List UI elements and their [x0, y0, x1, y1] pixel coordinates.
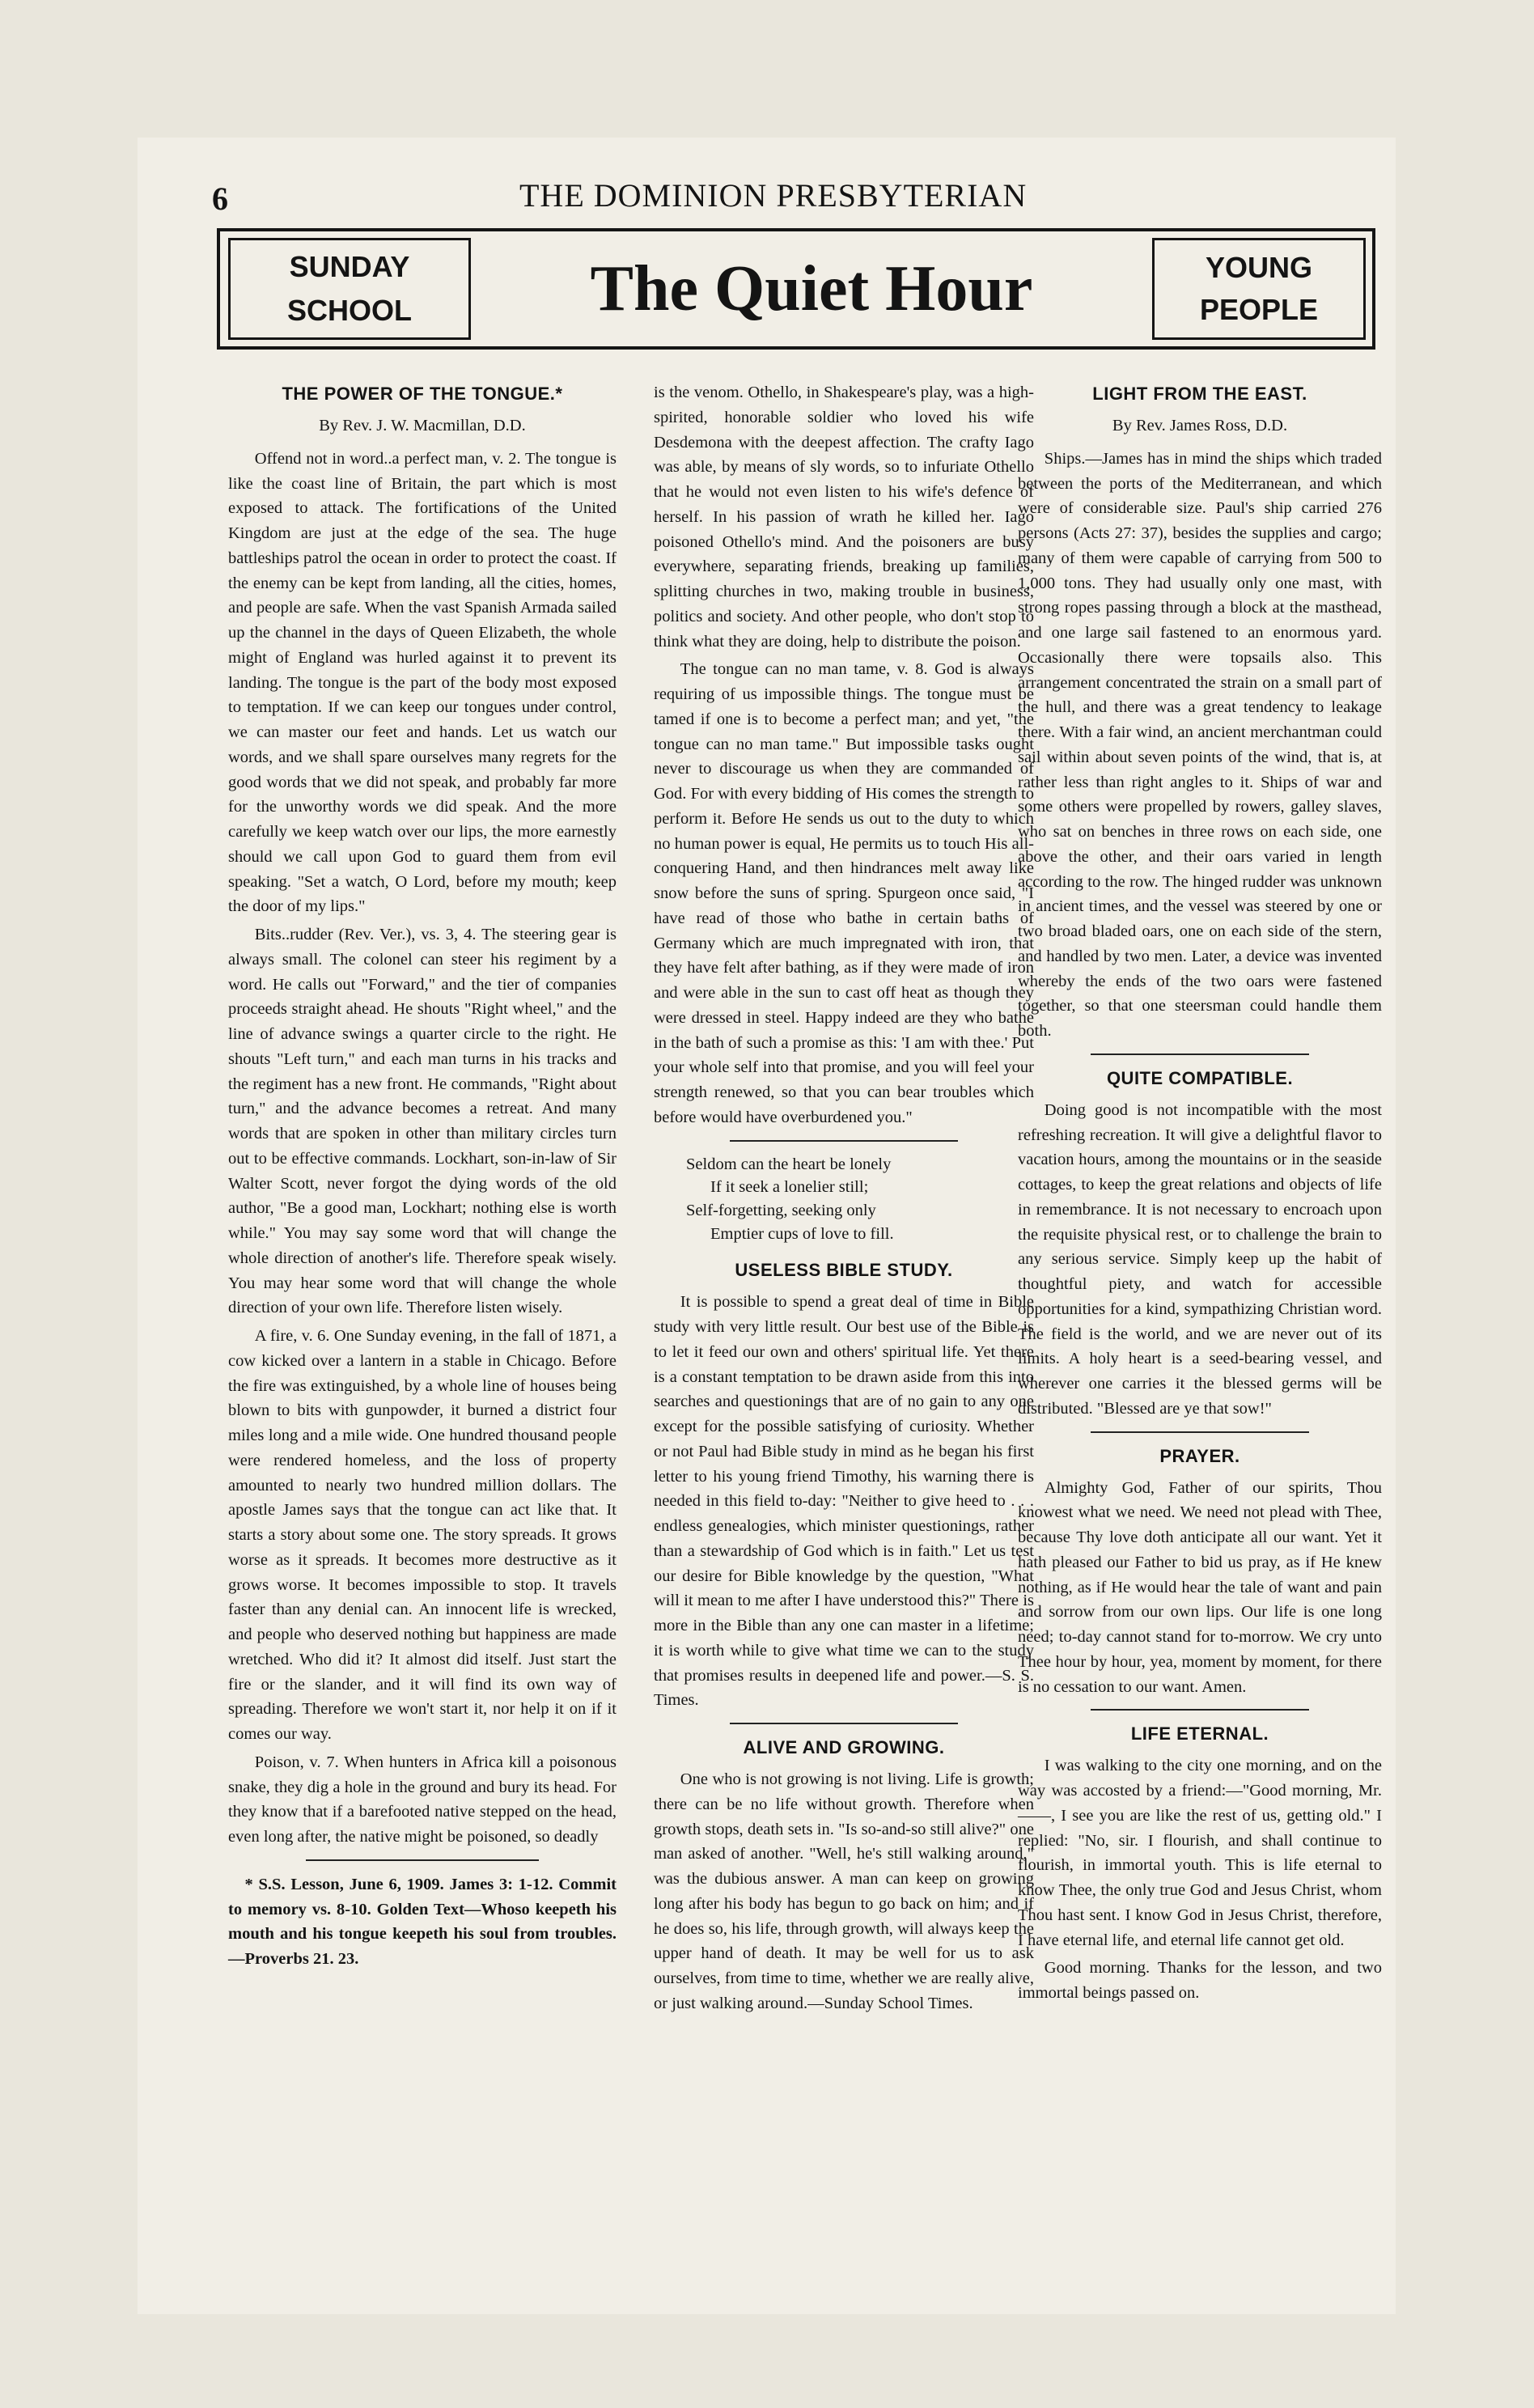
- article-heading: THE POWER OF THE TONGUE.*: [282, 384, 563, 404]
- divider: [730, 1140, 958, 1142]
- article-byline: By Rev. J. W. Macmillan, D.D.: [319, 417, 526, 435]
- column-3: [1018, 380, 1382, 2311]
- divider: [730, 1723, 958, 1724]
- paragraph: is the venom. Othello, in Shakespeare's play, was a high-spirited, honorable soldier who loved his wife Desdemona with the deepest affection. The crafty Iago was able, by means of sly words, so to infuriate Othello that he would not even listen to his wife's defence of herself. In his passion of wrath he killed her. Iago poisoned Othello's mind. And the poisoners are busy everywhere, separating friends, breaking up families, splitting churches in two, making trouble in business, politics and society. And other people, who don't stop to think what they are doing, help to distribute the poison.: [654, 384, 1034, 651]
- poem-line: Self-forgetting, seeking only: [686, 1201, 876, 1219]
- paragraph: The tongue can no man tame, v. 8. God is always requiring of us impossible things. The tongue must be tamed if one is to become a perfect man; and yet, "the tongue can no man tame." But impossible tasks ought never to discourage us when they are commanded of God. For with every bidding of His comes the strength to perform it. Before He sends us out to the duty to which no human power is equal, He permits us to touch His all-conquering Hand, and then hindrances melt away like snow before the suns of spring. Spurgeon once said, "I have read of those who bathe in certain baths of Germany which are much impregnated with iron, that they have felt after bathing, as if they were made of iron and were able in the sun to cast off heat as though they were dressed in steel. Happy indeed are they who bathe in the bath of such a promise as this: 'I am with thee.' Put your whole self into that promise, and you will feel your strength renewed, so that you can bear troubles which before would have overburdened you.": [654, 660, 1034, 1126]
- banner-sunday-school: [228, 238, 471, 340]
- paragraph: It is possible to spend a great deal of time in Bible study with very little result. Our best use of the Bible is to let it feed our own and others' spiritual life. Yet there is a constant temptation to be drawn aside from this into searches and questionings that are of no gain to any one except for the possible satisfying of curiosity. Whether or not Paul had Bible study in mind as he began his first letter to his young friend Timothy, his warning there is needed in this field to-day: "Neither to give heed to . . . endless genealogies, which minister questionings, rather than a stewardship of God which is in faith." Let us test our desire for Bible knowledge by the question, "What will it mean to me after I have understood this?" There is more in the Bible than any one can master in a lifetime; it is worth while to give what time we can to the study that promises results in deepened life and power.—S. S. Times.: [654, 1293, 1034, 1710]
- banner-young-people: [1152, 238, 1366, 340]
- paragraph: Offend not in word..a perfect man, v. 2. The tongue is like the coast line of Britain, the part which is most exposed to attack. The fortifications of the United Kingdom are just at the edge of the sea. The huge battleships patrol the ocean in order to protect the coast. If the enemy can be kept from landing, all the cities, homes, and people are safe. When the vast Spanish Armada sailed up the channel in the days of Queen Elizabeth, the whole might of England was hurled against it to prevent its landing. The tongue is the part of the body most exposed to temptation. If we can keep our tongues under control, we can master our feet and hands. Let us watch our words, and we shall spare ourselves many regrets for the good words that we did not speak, and probably far more for the unworthy words we did speak. And the more carefully we keep watch over our lips, the more earnestly should we call upon God to guard them from evil speaking. "Set a watch, O Lord, before my mouth; keep the door of my lips.": [228, 449, 617, 916]
- article-heading: ALIVE AND GROWING.: [743, 1737, 945, 1757]
- poem: [686, 1153, 1034, 1246]
- page-number: 6: [212, 180, 228, 217]
- paragraph: Almighty God, Father of our spirits, Thou knowest what we need. We need not plead with Thee, because Thy love doth anticipate all our want. Yet it hath pleased our Father to bid us pray, as if He knew nothing, as if He would hear the tale of want and pain and sorrow from our own lips. Our life is one long need; to-day cannot stand for to-morrow. We cry unto Thee hour by hour, yea, moment by moment, for there is no cessation to our want. Amen.: [1018, 1478, 1382, 1696]
- paragraph: Bits..rudder (Rev. Ver.), vs. 3, 4. The steering gear is always small. The colonel can steer his regiment by a word. He calls out "Forward," and the tier of companies proceeds straight ahead. He shouts "Right wheel," and the line of advance swings a quarter circle to the right. He shouts "Left turn," and each man turns in his tracks and the regiment has a new front. He commands, "Right about turn," and the advance becomes a retreat. And many words that are spoken in other than military circles turn out to be effective commands. Lockhart, son-in-law of Sir Walter Scott, never forgot the dying words of the old author, "Be a good man, Lockhart; nothing else is worth while." You may say some word that will change the whole direction of another's life. Therefore speak wisely. You may hear some word that will change the whole direction of your own life. Therefore listen wisely.: [228, 926, 617, 1317]
- paragraph: One who is not growing is not living. Life is growth; there can be no life without growth. Therefore when growth stops, death sets in. "Is so-and-so still alive?" one man asked of another. "Well, he's still walking around," was the dubious answer. A man can keep on growing long after his body has begun to go back on him; and if he does so, his life, through growth, will always keep the upper hand of death. It may be well for us to ask ourselves, from time to time, whether we are really alive, or just walking around.—Sunday School Times.: [654, 1770, 1034, 2012]
- journal-title: THE DOMINION PRESBYTERIAN: [519, 177, 1028, 214]
- paragraph: Doing good is not incompatible with the most refreshing recreation. It will give a delightful flavor to vacation hours, among the mountains or in the seaside cottages, to keep the great relations and objects of life in remembrance. It is not necessary to encroach upon the requisite physical rest, or to challenge the brain to any serious service. Simply keep up the habit of thoughtful piety, and watch for accessible opportunities for a kind, sympathizing Christian word. The field is the world, and we are never out of its limits. A holy heart is a seed-bearing vessel, and wherever one carries it the blessed germs will be distributed. "Blessed are ye that sow!": [1018, 1100, 1382, 1418]
- poem-line: If it seek a lonelier still;: [710, 1178, 869, 1197]
- footnote: [228, 1872, 617, 1972]
- poem-line: Emptier cups of love to fill.: [710, 1224, 894, 1243]
- footnote-text: * S.S. Lesson, June 6, 1909. James 3: 1-12. Commit to memory vs. 8-10. Golden Text—Whoso keepeth his mouth and his tongue keepeth his soul from troubles.—Proverbs 21. 23.: [228, 1875, 617, 1968]
- banner-left-label: SUNDAY SCHOOL: [286, 250, 412, 327]
- column-1: [228, 380, 617, 2311]
- paragraph: Poison, v. 7. When hunters in Africa kill a poisonous snake, they dig a hole in the ground and bury its head. For they know that if a barefooted native stepped on the head, even long after, the native might be poisoned, so deadly: [228, 1753, 617, 1846]
- divider: [1091, 1054, 1309, 1055]
- section-banner: [217, 228, 1375, 350]
- paragraph: A fire, v. 6. One Sunday evening, in the fall of 1871, a cow kicked over a lantern in a stable in Chicago. Before the fire was extinguished, by a whole line of houses being blown to bits with gunpowder, it burned a district four miles long and a mile wide. One hundred thousand people were rendered homeless, and the loss of property amounted to nearly two hundred million dollars. The apostle James says that the tongue can act like that. It starts a story about some one. The story spreads. It grows worse as it spreads. It becomes more destructive as it grows worse. It becomes impossible to stop. It travels faster than any denial can. An innocent life is wrecked, and people who deserved nothing but happiness are made wretched. Who did it? It almost did itself. Just start the fire or the slander, and it will find its own way of spreading. Therefore we won't start it, nor help it on if it comes our way.: [228, 1327, 617, 1743]
- article-heading: PRAYER.: [1159, 1445, 1240, 1466]
- running-head: [212, 176, 1361, 225]
- article-heading: LIFE ETERNAL.: [1130, 1723, 1269, 1745]
- article-byline: By Rev. James Ross, D.D.: [1112, 417, 1288, 435]
- article-heading: LIGHT FROM THE EAST.: [1092, 384, 1307, 404]
- banner-right-label: YOUNG PEOPLE: [1199, 250, 1319, 326]
- article-heading: QUITE COMPATIBLE.: [1106, 1067, 1294, 1088]
- divider: [1091, 1431, 1309, 1433]
- divider: [1091, 1709, 1309, 1711]
- column-2: [654, 380, 1034, 2311]
- divider: [306, 1859, 539, 1861]
- paragraph: I was walking to the city one morning, and on the way was accosted by a friend:—"Good morning, Mr. ——, I see you are like the rest of us, getting old." I replied: "No, sir. I flourish, and shall continue to flourish, in immortal youth. This is life eternal to know Thee, the only true God and Jesus Christ, whom Thou hast sent. I know God in Jesus Christ, therefore, I have eternal life, and eternal life cannot get old.: [1018, 1757, 1382, 1949]
- article-heading: USELESS BIBLE STUDY.: [735, 1260, 953, 1281]
- poem-line: Seldom can the heart be lonely: [686, 1155, 892, 1173]
- banner-title: The Quiet Hour: [590, 252, 1033, 324]
- paragraph: Ships.—James has in mind the ships which traded between the ports of the Mediterranean, and which were of considerable size. Paul's ship carried 276 persons (Acts 27: 37), besides the supplies and cargo; many of them were capable of carrying from 500 to 1,000 tons. They had usually only one mast, with strong ropes passing through a block at the masthead, and one large sail fastened to an enormous yard. Occasionally there were topsails also. This arrangement concentrated the strain on a small part of the hull, and there was a great tendency to leakage there. With a fair wind, an ancient merchantman could sail within about seven points of the wind, that is, at rather less than right angles to it. Ships of war and some others were propelled by rowers, galley slaves, who sat on benches in three rows on each side, one above the other, and their oars varied in length according to the row. The hinged rudder was unknown in ancient times, and the vessel was steered by one or two broad bladed oars, one on each side of the stern, and handled by two men. Later, a device was invented whereby the ends of the two oars were fastened together, so that one steersman could handle them both.: [1018, 449, 1382, 1040]
- paragraph: Good morning. Thanks for the lesson, and two immortal beings passed on.: [1018, 1959, 1382, 2002]
